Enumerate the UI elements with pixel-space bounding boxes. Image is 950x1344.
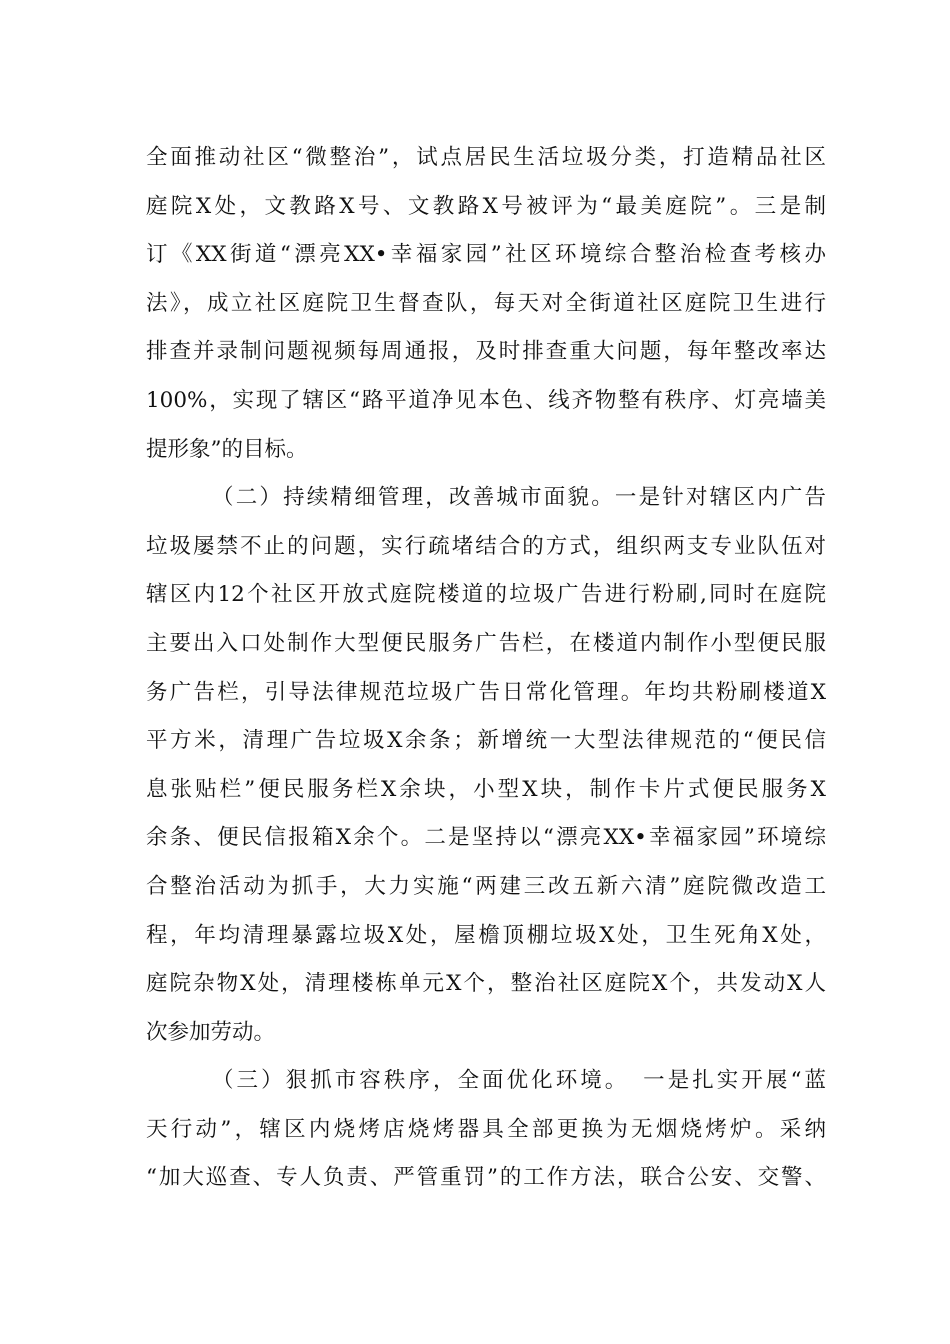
text-line: 次参加劳动。 — [146, 1019, 276, 1045]
text-line: 天行动”，辖区内烧烤店烧烤器具全部更换为无烟烧烤炉。采纳 — [146, 1116, 826, 1142]
text-line: 100%，实现了辖区“路平道净见本色、线齐物整有秩序、灯亮墙美 — [146, 387, 826, 413]
text-line: （二）持续精细管理，改善城市面貌。一是针对辖区内广告 — [212, 485, 826, 511]
text-line: 息张贴栏”便民服务栏X余块，小型X块，制作卡片式便民服务X — [146, 776, 826, 802]
text-line: 庭院杂物X处，清理楼栋单元X个，整治社区庭院X个，共发动X人 — [146, 971, 826, 997]
text-line: “加大巡查、专人负责、严管重罚”的工作方法，联合公安、交警、 — [146, 1165, 826, 1191]
text-line: 程，年均清理暴露垃圾X处，屋檐顶棚垃圾X处，卫生死角X处， — [146, 922, 826, 948]
text-line: 法》，成立社区庭院卫生督查队，每天对全街道社区庭院卫生进行 — [146, 290, 826, 316]
text-line: 全面推动社区“微整治”，试点居民生活垃圾分类，打造精品社区 — [146, 145, 826, 170]
document-body — [146, 134, 826, 1203]
text-line: 排查并录制问题视频每周通报，及时排查重大问题，每年整改率达 — [146, 339, 826, 365]
text-line: 订《XX街道“漂亮XX•幸福家园”社区环境综合整治检查考核办 — [146, 242, 826, 268]
text-line: 平方米，清理广告垃圾X余条；新增统一大型法律规范的“便民信 — [146, 728, 826, 754]
text-line: 余条、便民信报箱X余个。二是坚持以“漂亮XX•幸福家园”环境综 — [146, 825, 826, 851]
text-line: 辖区内12个社区开放式庭院楼道的垃圾广告进行粉刷,同时在庭院 — [146, 582, 826, 608]
text-line: 务广告栏，引导法律规范垃圾广告日常化管理。年均共粉刷楼道X — [146, 679, 826, 705]
text-line: 主要出入口处制作大型便民服务广告栏，在楼道内制作小型便民服 — [146, 630, 826, 656]
text-line: 庭院X处，文教路X号、文教路X号被评为“最美庭院”。三是制 — [146, 193, 826, 219]
text-line: 垃圾屡禁不止的问题，实行疏堵结合的方式，组织两支专业队伍对 — [146, 533, 826, 559]
text-line: 合整治活动为抓手，大力实施“两建三改五新六清”庭院微改造工 — [146, 873, 826, 899]
text-line: 提形象”的目标。 — [146, 436, 308, 462]
text-line: （三）狠抓市容秩序，全面优化环境。 一是扎实开展“蓝 — [212, 1068, 826, 1094]
